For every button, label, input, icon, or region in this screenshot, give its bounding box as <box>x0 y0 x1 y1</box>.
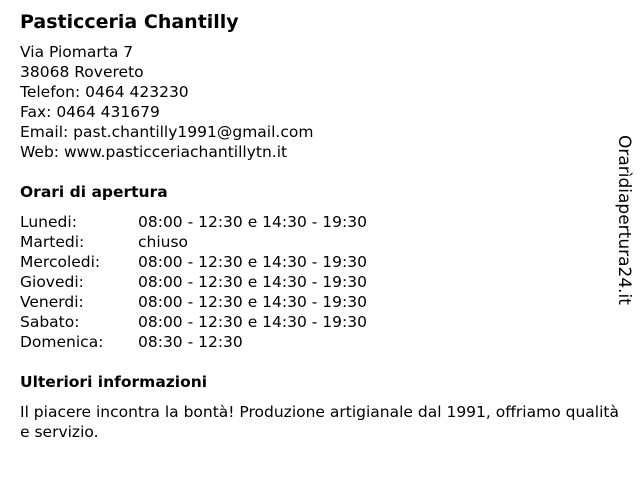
time-value: 08:00 - 12:30 e 14:30 - 19:30 <box>138 293 367 311</box>
day-label: Domenica: <box>20 333 104 351</box>
business-card <box>20 10 620 442</box>
hours-row-thursday <box>20 272 620 292</box>
day-label: Mercoledi: <box>20 253 101 271</box>
address-line-2: 38068 Rovereto <box>20 63 144 81</box>
email-line[interactable]: Email: past.chantilly1991@gmail.com <box>20 123 314 141</box>
hours-row-wednesday <box>20 252 620 272</box>
day-label: Sabato: <box>20 313 80 331</box>
hours-row-sunday <box>20 332 620 352</box>
hours-row-tuesday <box>20 232 620 252</box>
time-value: 08:00 - 12:30 e 14:30 - 19:30 <box>138 313 367 331</box>
additional-info-title: Ulteriori informazioni <box>20 373 208 391</box>
time-value: 08:00 - 12:30 e 14:30 - 19:30 <box>138 213 367 231</box>
opening-hours-title: Orari di apertura <box>20 183 168 201</box>
hours-row-saturday <box>20 312 620 332</box>
time-value: 08:00 - 12:30 e 14:30 - 19:30 <box>138 273 367 291</box>
day-label: Giovedi: <box>20 273 84 291</box>
phone-line[interactable]: Telefon: 0464 423230 <box>20 83 189 101</box>
time-value: 08:00 - 12:30 e 14:30 - 19:30 <box>138 253 367 271</box>
brand-watermark: Orarìdiapertura24.it <box>614 135 634 305</box>
day-label: Lunedi: <box>20 213 77 231</box>
fax-line: Fax: 0464 431679 <box>20 103 160 121</box>
additional-info-text: Il piacere incontra la bontà! Produzione artigianale dal 1991, offriamo qualità e servizio. <box>20 403 619 441</box>
day-label: Martedi: <box>20 233 85 251</box>
hours-row-friday <box>20 292 620 312</box>
time-value: 08:30 - 12:30 <box>138 333 243 351</box>
day-label: Venerdi: <box>20 293 84 311</box>
address-line-1: Via Piomarta 7 <box>20 43 134 61</box>
opening-hours-table <box>20 212 620 352</box>
hours-row-monday <box>20 212 620 232</box>
web-line[interactable]: Web: www.pasticceriachantillytn.it <box>20 143 288 161</box>
time-value: chiuso <box>138 233 189 251</box>
business-name: Pasticceria Chantilly <box>20 11 239 33</box>
